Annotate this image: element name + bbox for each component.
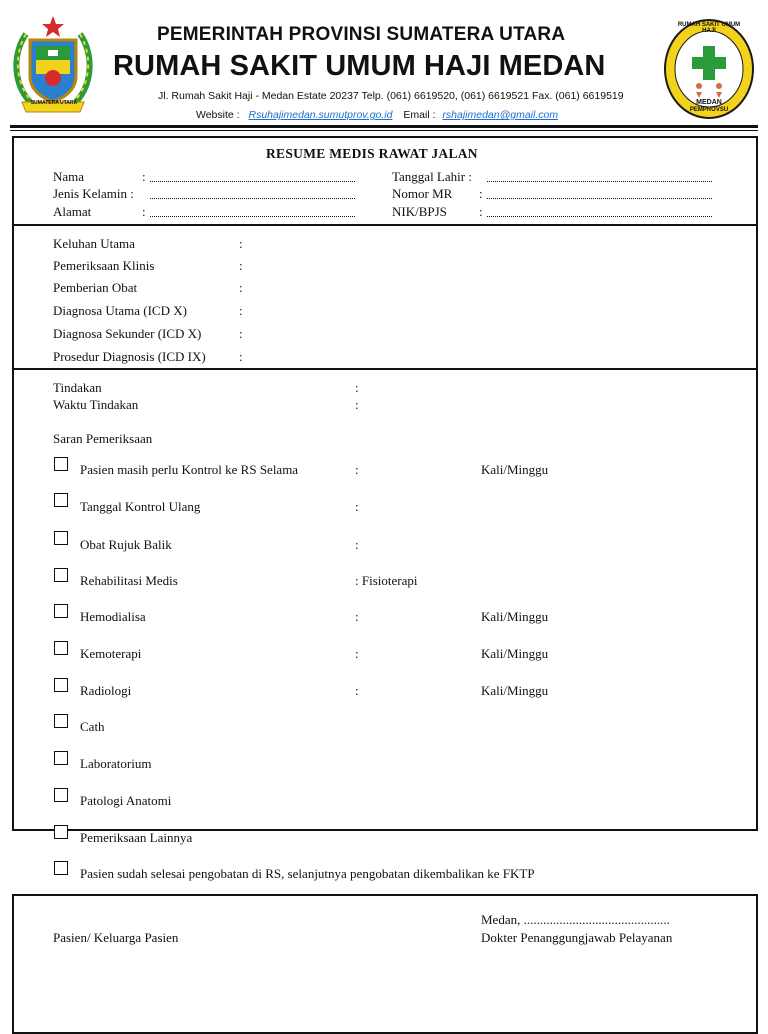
alamat-colon: : (142, 204, 146, 219)
tanggal-kontrol-checkbox[interactable] (54, 493, 68, 507)
obat-rujuk-checkbox[interactable] (54, 531, 68, 545)
nik-bpjs-colon: : (479, 204, 483, 219)
patologi-checkbox[interactable] (54, 788, 68, 802)
kemoterapi-label: Kemoterapi (80, 646, 142, 661)
nama-field[interactable] (150, 181, 355, 182)
header-contact-line (196, 109, 558, 121)
pemeriksaan-lainnya-checkbox[interactable] (54, 825, 68, 839)
kontrol-label: Pasien masih perlu Kontrol ke RS Selama (80, 462, 299, 477)
radiologi-kali-minggu: Kali/Minggu (481, 683, 549, 698)
nomor-mr-colon: : (479, 186, 483, 201)
alamat-field[interactable] (150, 216, 355, 217)
nomor-mr-label: Nomor MR (392, 186, 453, 201)
pemeriksaan-lainnya-label: Pemeriksaan Lainnya (80, 830, 193, 845)
medan-date: Medan, ............................................. (481, 912, 670, 927)
hospital-logo (663, 18, 755, 120)
tanggal-kontrol-colon: : (355, 499, 359, 514)
jenis-kelamin-label: Jenis Kelamin : (53, 186, 134, 201)
hemodialisa-label: Hemodialisa (80, 609, 146, 624)
patologi-label: Patologi Anatomi (80, 793, 172, 808)
keluhan-utama-colon: : (239, 236, 243, 251)
rehabilitasi-checkbox[interactable] (54, 568, 68, 582)
obat-rujuk-label: Obat Rujuk Balik (80, 537, 172, 552)
header-divider-thick (10, 125, 758, 128)
pemberian-obat-label: Pemberian Obat (53, 280, 138, 295)
kemoterapi-checkbox[interactable] (54, 641, 68, 655)
prosedur-diagnosis-colon: : (239, 349, 243, 364)
alamat-label: Alamat (53, 204, 92, 219)
keluhan-utama-label: Keluhan Utama (53, 236, 135, 251)
hospital-logo-city: MEDAN (696, 99, 722, 106)
header-address: Jl. Rumah Sakit Haji - Medan Estate 20237 Telp. (061) 6619520, (061) 6619521 Fax. (061) 6619519 (158, 90, 624, 102)
selesai-label: Pasien sudah selesai pengobatan di RS, selanjutnya pengobatan dikembalikan ke FKTP (80, 866, 535, 881)
fisioterapi-label: : Fisioterapi (355, 573, 418, 588)
rehabilitasi-label: Rehabilitasi Medis (80, 573, 178, 588)
pemeriksaan-klinis-colon: : (239, 258, 243, 273)
diagnosa-utama-colon: : (239, 303, 243, 318)
kontrol-checkbox[interactable] (54, 457, 68, 471)
selesai-checkbox[interactable] (54, 861, 68, 875)
pemeriksaan-klinis-label: Pemeriksaan Klinis (53, 258, 155, 273)
header-province-title: PEMERINTAH PROVINSI SUMATERA UTARA (157, 24, 566, 45)
hemodialisa-colon: : (355, 609, 359, 624)
form-title: RESUME MEDIS RAWAT JALAN (266, 146, 478, 161)
diagnosa-utama-label: Diagnosa Utama (ICD X) (53, 303, 187, 318)
jenis-kelamin-field[interactable] (150, 198, 355, 199)
kemoterapi-colon: : (355, 646, 359, 661)
tindakan-label: Tindakan (53, 380, 102, 395)
prosedur-diagnosis-label: Prosedur Diagnosis (ICD IX) (53, 349, 206, 364)
tindakan-colon: : (355, 380, 359, 395)
laboratorium-label: Laboratorium (80, 756, 152, 771)
nik-bpjs-field[interactable] (487, 216, 712, 217)
saran-pemeriksaan-label: Saran Pemeriksaan (53, 431, 153, 446)
radiologi-label: Radiologi (80, 683, 132, 698)
pemberian-obat-colon: : (239, 280, 243, 295)
header-divider-thin (10, 130, 758, 131)
province-emblem-ribbon-text: SUMATERA UTARA (30, 100, 78, 106)
website-link[interactable]: Rsuhajimedan.sumutprov.go.id (248, 109, 393, 121)
radiologi-checkbox[interactable] (54, 678, 68, 692)
cath-checkbox[interactable] (54, 714, 68, 728)
radiologi-colon: : (355, 683, 359, 698)
waktu-tindakan-colon: : (355, 397, 359, 412)
nomor-mr-field[interactable] (487, 198, 712, 199)
cath-label: Cath (80, 719, 105, 734)
kontrol-kali-minggu: Kali/Minggu (481, 462, 549, 477)
website-label: Website : (196, 109, 240, 121)
nama-colon: : (142, 169, 146, 184)
hemodialisa-checkbox[interactable] (54, 604, 68, 618)
kontrol-colon: : (355, 462, 359, 477)
pasien-signature-label: Pasien/ Keluarga Pasien (53, 930, 179, 945)
dokter-signature-label: Dokter Penanggungjawab Pelayanan (481, 930, 673, 945)
hemodialisa-kali-minggu: Kali/Minggu (481, 609, 549, 624)
tanggal-lahir-field[interactable] (487, 181, 712, 182)
province-emblem-logo (8, 14, 98, 118)
waktu-tindakan-label: Waktu Tindakan (53, 397, 139, 412)
nik-bpjs-label: NIK/BPJS (392, 204, 447, 219)
nama-label: Nama (53, 169, 85, 184)
header-hospital-name: RUMAH SAKIT UMUM HAJI MEDAN (113, 50, 606, 82)
kemoterapi-kali-minggu: Kali/Minggu (481, 646, 549, 661)
email-link[interactable]: rshajimedan@gmail.com (442, 109, 559, 121)
hospital-logo-ring-text: RUMAH SAKIT UMUM HAJI (677, 22, 741, 34)
obat-rujuk-colon: : (355, 537, 359, 552)
diagnosa-sekunder-label: Diagnosa Sekunder (ICD X) (53, 326, 202, 341)
tanggal-kontrol-label: Tanggal Kontrol Ulang (80, 499, 201, 514)
laboratorium-checkbox[interactable] (54, 751, 68, 765)
diagnosa-sekunder-colon: : (239, 326, 243, 341)
tanggal-lahir-label: Tanggal Lahir : (392, 169, 472, 184)
email-label: Email : (403, 109, 436, 121)
hospital-logo-pemprovsu: PEMPROVSU (689, 107, 729, 113)
